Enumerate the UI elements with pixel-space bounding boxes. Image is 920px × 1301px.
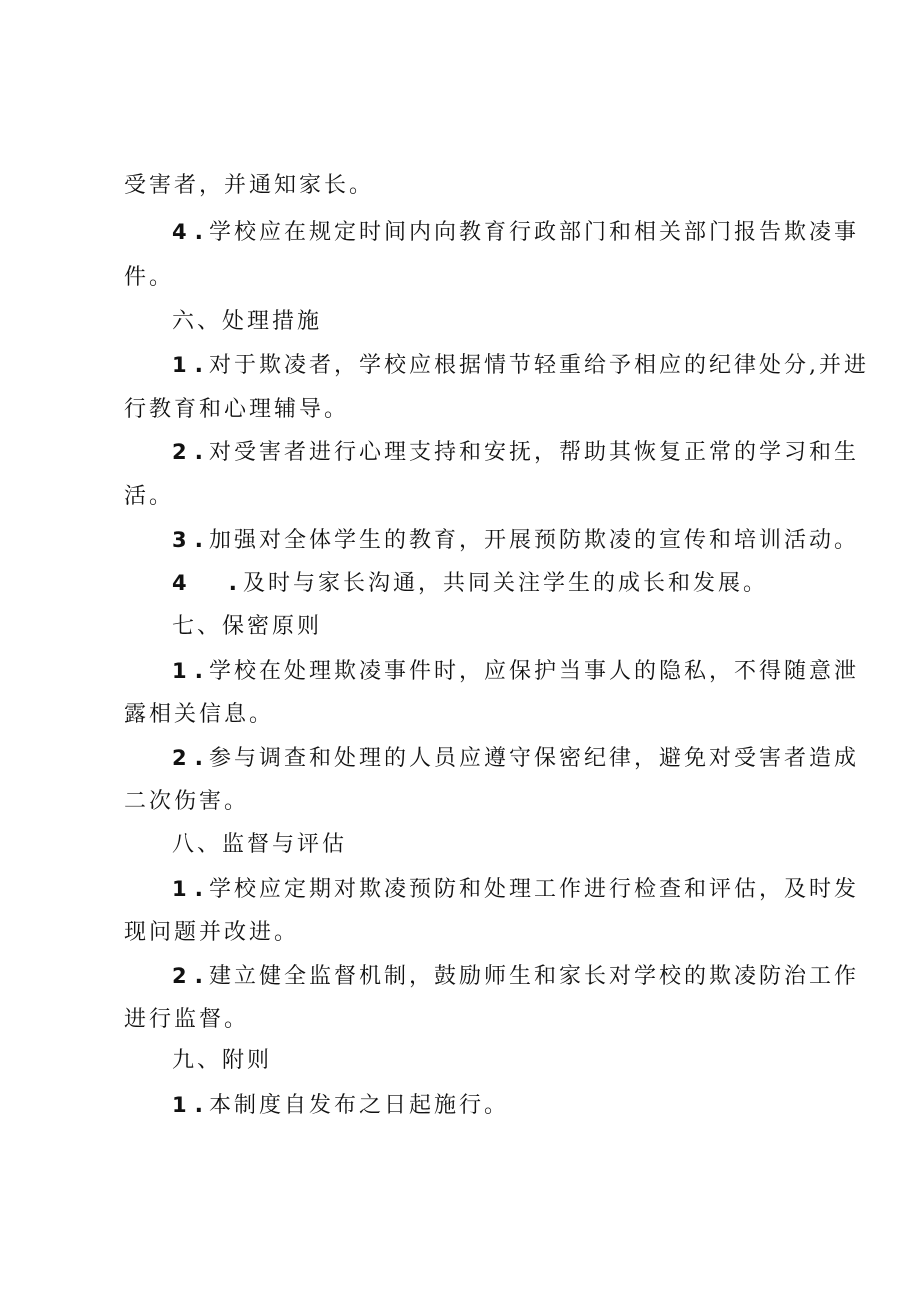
item-text: 对于欺凌者，学校应根据情节轻重给予相应的纪律处分,并进: [208, 353, 869, 378]
item-number: 2: [172, 964, 187, 988]
list-item-continuation: [124, 700, 274, 730]
list-item: [172, 437, 859, 468]
item-text: 参与调查和处理的人员应遵守保密纪律，避免对受害者造成: [208, 746, 859, 771]
item-text: 活。: [124, 484, 175, 509]
item-number: 4: [172, 571, 187, 595]
item-dot: .: [194, 220, 203, 245]
item-text: 对受害者进行心理支持和安抚，帮助其恢复正常的学习和生: [208, 440, 859, 465]
item-dot: .: [194, 353, 203, 378]
item-dot: .: [194, 659, 203, 684]
list-item-continuation: [124, 263, 174, 293]
item-number: 1: [172, 353, 187, 377]
list-item: [172, 350, 869, 381]
heading-text: 八、监督与评估: [172, 832, 348, 857]
section-heading: [172, 1046, 272, 1076]
item-text: 建立健全监督机制，鼓励师生和家长对学校的欺凌防治工作: [208, 964, 859, 989]
list-item-continuation: [124, 482, 174, 512]
item-text: 二次伤害。: [124, 789, 250, 814]
heading-text: 七、保密原则: [172, 614, 323, 639]
item-number: 4: [172, 220, 187, 244]
list-item: [172, 525, 859, 556]
list-item: [172, 656, 859, 687]
list-item-continuation: [124, 787, 249, 817]
item-text: 露相关信息。: [124, 702, 275, 727]
item-number: 3: [172, 528, 187, 552]
list-item: [172, 874, 859, 905]
list-item-continuation: [124, 918, 299, 948]
item-number: 1: [172, 877, 187, 901]
item-number: 2: [172, 746, 187, 770]
paragraph-continuation: [124, 171, 374, 201]
item-text: 本制度自发布之日起施行。: [208, 1093, 509, 1118]
item-text: 及时与家长沟通，共同关注学生的成长和发展。: [242, 571, 768, 596]
list-item-continuation: [124, 1005, 249, 1035]
section-heading: [172, 612, 322, 642]
item-dot: .: [194, 964, 203, 989]
list-item: [172, 1090, 509, 1121]
list-item: [172, 568, 768, 599]
list-item-continuation: [124, 395, 349, 425]
heading-text: 九、附则: [172, 1048, 273, 1073]
item-text: 学校应在规定时间内向教育行政部门和相关部门报告欺凌事: [208, 220, 859, 245]
paragraph-text: 受害者，并通知家长。: [124, 173, 375, 198]
item-dot: .: [194, 528, 203, 553]
item-number: 1: [172, 659, 187, 683]
section-heading: [172, 307, 322, 337]
item-dot: .: [194, 440, 203, 465]
item-text: 进行监督。: [124, 1007, 250, 1032]
item-number: 1: [172, 1093, 187, 1117]
item-number: 2: [172, 440, 187, 464]
item-text: 行教育和心理辅导。: [124, 397, 350, 422]
heading-text: 六、处理措施: [172, 309, 323, 334]
item-text: 件。: [124, 265, 175, 290]
list-item: [172, 743, 859, 774]
list-item: [172, 217, 859, 248]
item-text: 现问题并改进。: [124, 920, 300, 945]
list-item: [172, 961, 859, 992]
item-dot: .: [194, 1093, 203, 1118]
item-text: 加强对全体学生的教育，开展预防欺凌的宣传和培训活动。: [208, 528, 859, 553]
item-dot: .: [194, 877, 203, 902]
section-heading: [172, 830, 347, 860]
item-text: 学校在处理欺凌事件时，应保护当事人的隐私，不得随意泄: [208, 659, 859, 684]
item-dot: .: [194, 746, 203, 771]
item-dot: .: [228, 571, 237, 596]
item-text: 学校应定期对欺凌预防和处理工作进行检查和评估，及时发: [208, 877, 859, 902]
